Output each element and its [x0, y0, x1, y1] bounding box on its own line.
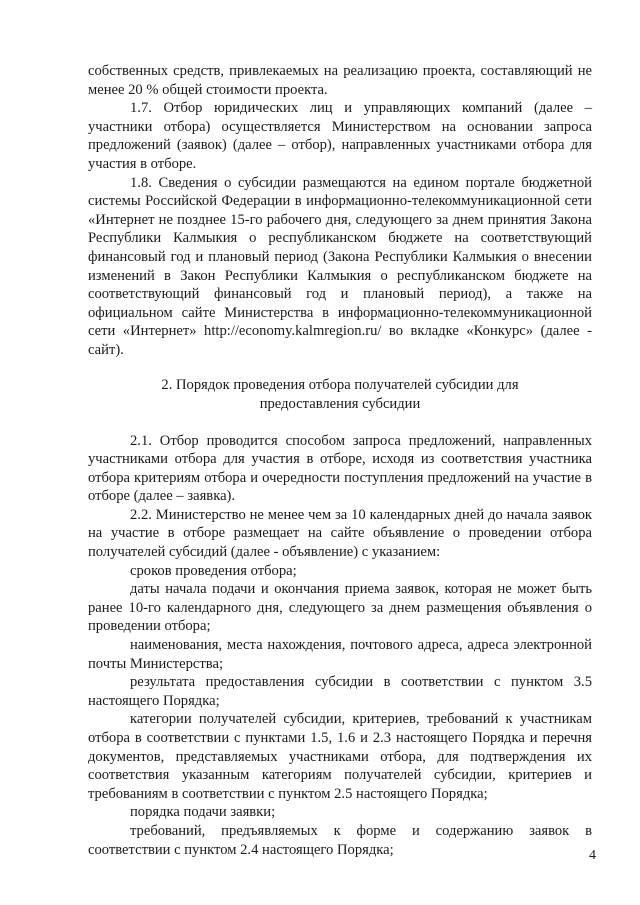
- bottom-paragraphs: [88, 432, 592, 860]
- paragraph: результата предоставления субсидии в соответствии с пунктом 3.5 настоящего Порядка;: [88, 674, 592, 709]
- paragraph: наименования, места нахождения, почтового адреса, адреса электронной почты Министерства;: [88, 637, 592, 672]
- paragraph: сроков проведения отбора;: [130, 562, 297, 579]
- section-heading: 2. Порядок проведения отбора получателей субсидии для предоставления субсидии: [161, 376, 519, 412]
- paragraph: 1.7. Отбор юридических лиц и управляющих компаний (далее – участники отбора) осуществляется Министерством на основании запроса предложений (заявок) (далее – отбор), направленных участниками отбора для участия в отборе.: [88, 100, 592, 172]
- paragraph: 1.8. Сведения о субсидии размещаются на едином портале бюджетной системы Российской Федерации в информационно-телекоммуникационной сети «Интернет не позднее 15-го рабочего дня, следующего за днем принятия Закона Республики Калмыкия о республиканском бюджете на соответствующий финансовый год и плановый период (Закона Республики Калмыкия о внесении изменений в Закон Республики Калмыкия о республиканском бюджете на соответствующий финансовый год и плановый период), а также на официальном сайте Министерства в информационно-телекоммуникационной сети «Интернет» http://economy.kalmregion.ru/ во вкладке «Конкурс» (далее - сайт).: [88, 174, 592, 358]
- paragraph: требований, предъявляемых к форме и содержанию заявок в соответствии с пунктом 2.4 настоящего Порядка;: [88, 822, 592, 858]
- paragraph: 2.1. Отбор проводится способом запроса предложений, направленных участниками отбора для участия в отборе, исходя из соответствия участника отбора критериям отбора и очередности поступления предложений на участие в отборе (далее – заявка).: [88, 432, 592, 505]
- paragraph: категории получателей субсидии, критериев, требований к участникам отбора в соответствии с пунктами 1.5, 1.6 и 2.3 настоящего Порядка и перечня документов, представляемых участниками отбора, для подтверждения их соответствия указанным категориям получателей субсидии, критериев и требованиям в соответствии с пунктом 2.5 настоящего Порядка;: [88, 711, 592, 802]
- document-page: [88, 62, 592, 859]
- top-paragraphs: [88, 62, 592, 360]
- paragraph: порядка подачи заявки;: [130, 804, 276, 821]
- paragraph: собственных средств, привлекаемых на реализацию проекта, составляющий не менее 20 % общей стоимости проекта.: [88, 63, 592, 98]
- paragraph: даты начала подачи и окончания приема заявок, которая не может быть ранее 10-го календарного дня, следующего за днем размещения объявления о проведении отбора;: [88, 581, 592, 635]
- page-number: 4: [589, 848, 596, 863]
- paragraph: 2.2. Министерство не менее чем за 10 календарных дней до начала заявок на участие в отборе размещает на сайте объявление о проведении отбора получателей субсидий (далее - объявление) с указанием:: [88, 506, 592, 561]
